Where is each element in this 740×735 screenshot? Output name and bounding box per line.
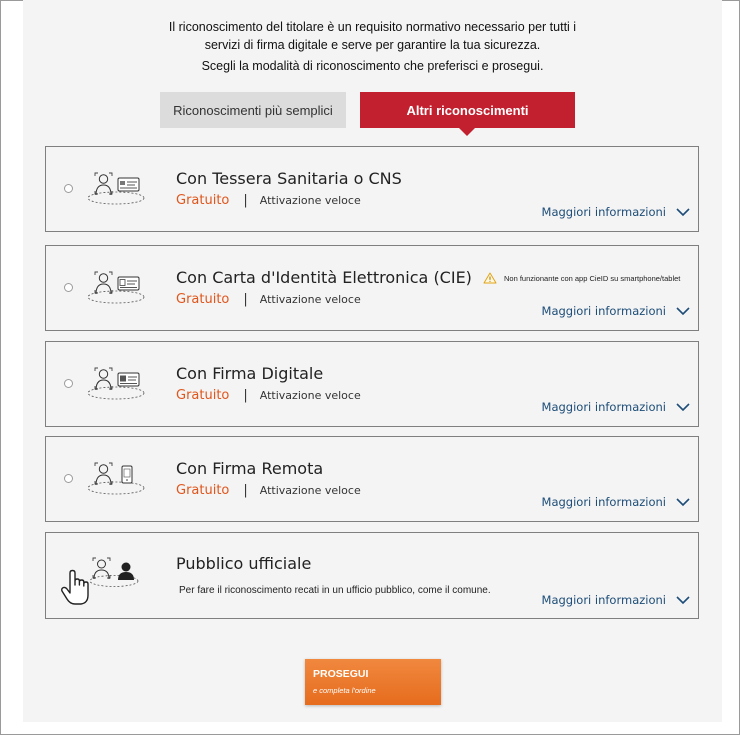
option-electronic-id[interactable] bbox=[45, 245, 699, 331]
more-info-link[interactable] bbox=[542, 304, 690, 318]
more-info-label: Maggiori informazioni bbox=[541, 495, 666, 509]
option-price: Gratuito bbox=[176, 483, 230, 498]
remote-signature-icon bbox=[84, 455, 164, 499]
more-info-label: Maggiori informazioni bbox=[541, 205, 666, 219]
proceed-button[interactable] bbox=[305, 659, 441, 705]
id-card-icon bbox=[84, 264, 164, 308]
digital-signature-card-icon bbox=[84, 360, 164, 404]
option-title: Pubblico ufficiale bbox=[176, 554, 312, 573]
public-official-icon bbox=[56, 553, 166, 607]
proceed-label: PROSEGUI bbox=[313, 668, 369, 680]
option-speed: Attivazione veloce bbox=[259, 484, 361, 497]
chevron-down-icon bbox=[676, 498, 690, 507]
option-digital-signature[interactable] bbox=[45, 341, 699, 427]
option-radio[interactable] bbox=[64, 379, 73, 388]
option-meta bbox=[176, 193, 361, 208]
more-info-label: Maggiori informazioni bbox=[541, 593, 666, 607]
more-info-label: Maggiori informazioni bbox=[541, 304, 666, 318]
option-public-official[interactable] bbox=[45, 532, 699, 619]
tab-other-recognitions[interactable]: Altri riconoscimenti bbox=[360, 92, 575, 128]
warning-text: Non funzionante con app CieID su smartphone/tablet bbox=[504, 273, 681, 283]
cie-warning bbox=[483, 272, 680, 284]
option-separator: | bbox=[243, 388, 248, 403]
option-description: Per fare il riconoscimento recati in un ufficio pubblico, come il comune. bbox=[179, 585, 491, 596]
intro-line-3: Scegli la modalità di riconoscimento che preferisci e prosegui. bbox=[201, 59, 544, 73]
option-remote-signature[interactable] bbox=[45, 436, 699, 522]
chevron-down-icon bbox=[676, 307, 690, 316]
option-speed: Attivazione veloce bbox=[259, 293, 361, 306]
option-radio[interactable] bbox=[64, 474, 73, 483]
option-meta bbox=[176, 388, 361, 403]
more-info-link[interactable] bbox=[542, 205, 690, 219]
option-speed: Attivazione veloce bbox=[259, 389, 361, 402]
health-card-icon bbox=[84, 165, 164, 209]
option-separator: | bbox=[243, 483, 248, 498]
recognition-panel bbox=[23, 0, 722, 722]
option-radio[interactable] bbox=[64, 184, 73, 193]
proceed-sublabel: e completa l'ordine bbox=[313, 686, 376, 695]
option-title: Con Firma Remota bbox=[176, 459, 324, 478]
option-price: Gratuito bbox=[176, 292, 230, 307]
more-info-link[interactable] bbox=[542, 495, 690, 509]
option-separator: | bbox=[243, 193, 248, 208]
option-title: Con Tessera Sanitaria o CNS bbox=[176, 169, 402, 188]
option-speed: Attivazione veloce bbox=[259, 194, 361, 207]
option-health-card[interactable] bbox=[45, 146, 699, 232]
more-info-label: Maggiori informazioni bbox=[541, 400, 666, 414]
more-info-link[interactable] bbox=[542, 593, 690, 607]
intro-text bbox=[23, 18, 722, 75]
chevron-down-icon bbox=[676, 596, 690, 605]
chevron-down-icon bbox=[676, 208, 690, 217]
more-info-link[interactable] bbox=[542, 400, 690, 414]
option-title: Con Firma Digitale bbox=[176, 364, 324, 383]
option-title: Con Carta d'Identità Elettronica (CIE) bbox=[176, 268, 472, 287]
option-meta bbox=[176, 292, 361, 307]
option-separator: | bbox=[243, 292, 248, 307]
option-meta bbox=[176, 483, 361, 498]
tab-simple-recognitions[interactable]: Riconoscimenti più semplici bbox=[160, 92, 346, 128]
intro-line-2: servizi di firma digitale e serve per garantire la tua sicurezza. bbox=[204, 38, 541, 52]
warning-icon bbox=[483, 272, 497, 284]
intro-line-1: Il riconoscimento del titolare è un requisito normativo necessario per tutti i bbox=[168, 20, 577, 34]
chevron-down-icon bbox=[676, 403, 690, 412]
option-radio[interactable] bbox=[64, 283, 73, 292]
option-price: Gratuito bbox=[176, 193, 230, 208]
option-price: Gratuito bbox=[176, 388, 230, 403]
